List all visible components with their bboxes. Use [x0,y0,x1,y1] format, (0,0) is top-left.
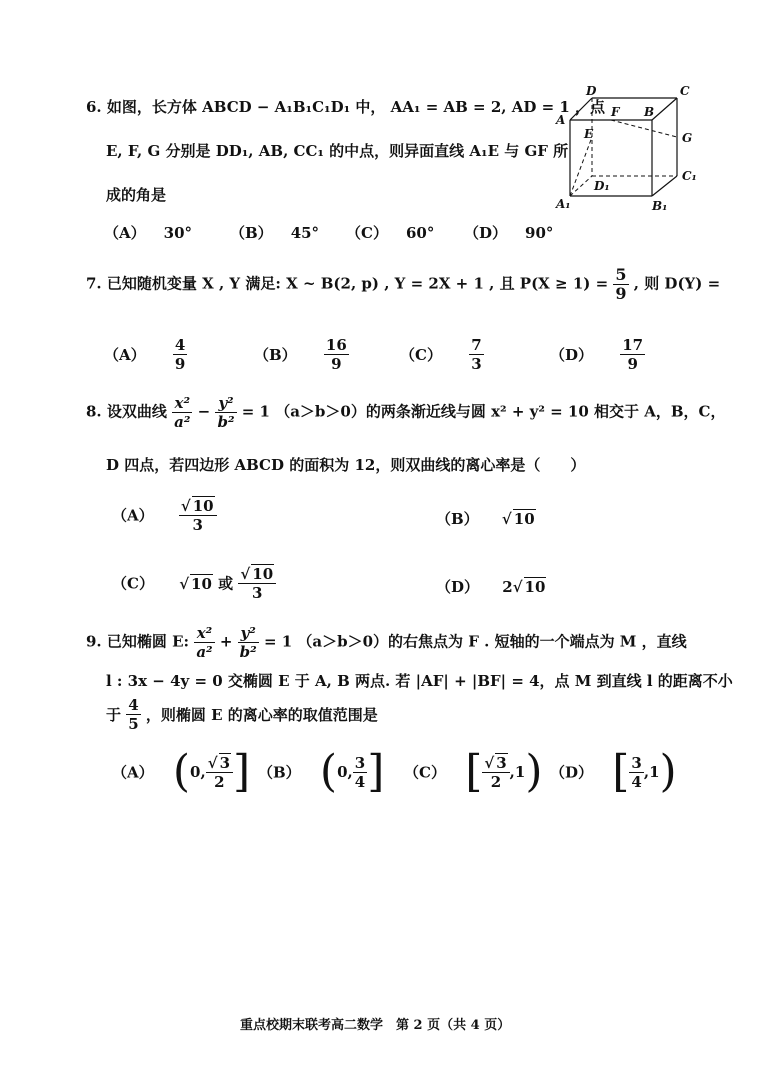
q9-option-c: （C） [ √ $\frac{3}{2}$ ,1) [404,750,543,794]
q7-option-d: （D） $\frac{17}{9}$ [550,336,644,373]
q6-option-b: （B） 45° [230,224,320,242]
q9-line2: l : 3x − 4y = 0 交椭圆 E 于 A, B 两点. 若 |AF| + |BF| = 4，点 M 到直线 l 的距离不小 [106,672,733,690]
q9-option-a: （A） (0, √ $\frac{3}{2}$ ] [112,750,250,794]
q6-line1: 6. 如图，长方体 ABCD − A₁B₁C₁D₁ 中， AA₁ = AB = 2, AD = 1 ，点 [86,98,606,116]
label-B: B [644,105,655,119]
q7-option-a: （A） $\frac{4}{9}$ [104,336,186,373]
q6-option-d: （D） 90° [464,224,554,242]
q9-option-d: （D） [ $\frac{3}{4}$ ,1) [550,746,677,797]
page-footer: 重点校期末联考高二数学 第 2 页（共 4 页） [240,1018,511,1033]
label-C1: C₁ [682,169,697,183]
q6-option-a: （A） 30° [104,224,193,242]
q8-line2: D 四点，若四边形 ABCD 的面积为 12，则双曲线的离心率是（ ） [106,456,586,474]
q8-option-d: （D） 2√ 10 [436,576,546,597]
label-D: D [586,84,597,98]
q9-line1: 9. 已知椭圆 E: $\frac{\text{x²}}{\text{a²}}$ + $\frac{\text{y²}}{\text{b²}}$ = 1 （a＞b＞0）的右焦点为 F . 短轴的一个端点为 M ，直线 [86,624,687,661]
q6-option-c: （C） 60° [346,224,435,242]
label-D1: D₁ [594,179,610,193]
q7-stem: 7. 已知随机变量 X , Y 满足: X ~ B(2, p) , Y = 2X + 1 , 且 P(X ≥ 1) = $\frac{5}{9}$ , 则 D(Y) = [86,265,721,303]
q9-line3: 于 $\frac{4}{5}$ ，则椭圆 E 的离心率的取值范围是 [106,696,378,733]
label-C: C [680,84,690,98]
label-F: F [611,105,620,119]
label-G: G [682,131,693,145]
q6-line2: E, F, G 分别是 DD₁, AB, CC₁ 的中点，则异面直线 A₁E 与 GF 所 [106,142,569,160]
q7-option-c: （C） $\frac{7}{3}$ [400,336,482,373]
q7-option-b: （B） $\frac{16}{9}$ [254,336,347,373]
label-A: A [556,113,566,127]
q8-option-a: （A） √ $\frac{10}{3}$ [112,496,217,534]
label-A1: A₁ [556,197,571,211]
q8-line1: 8. 设双曲线 $\frac{\text{x²}}{\text{a²}}$ − $\frac{\text{y²}}{\text{b²}}$ = 1 （a＞b＞0）的两条渐近线与圆 x² + y² = 10 相交于 A，B，C， [86,394,726,431]
q9-option-b: （B） (0, $\frac{3}{4}$ ] [258,746,385,797]
q6-line3: 成的角是 [106,186,167,204]
label-E: E [584,127,594,141]
cuboid-figure [552,84,702,218]
label-B1: B₁ [652,199,668,213]
q8-option-c: （C） √ 10 或 √ $\frac{10}{3}$ [112,564,276,602]
q8-option-b: （B） √ 10 [436,508,536,529]
